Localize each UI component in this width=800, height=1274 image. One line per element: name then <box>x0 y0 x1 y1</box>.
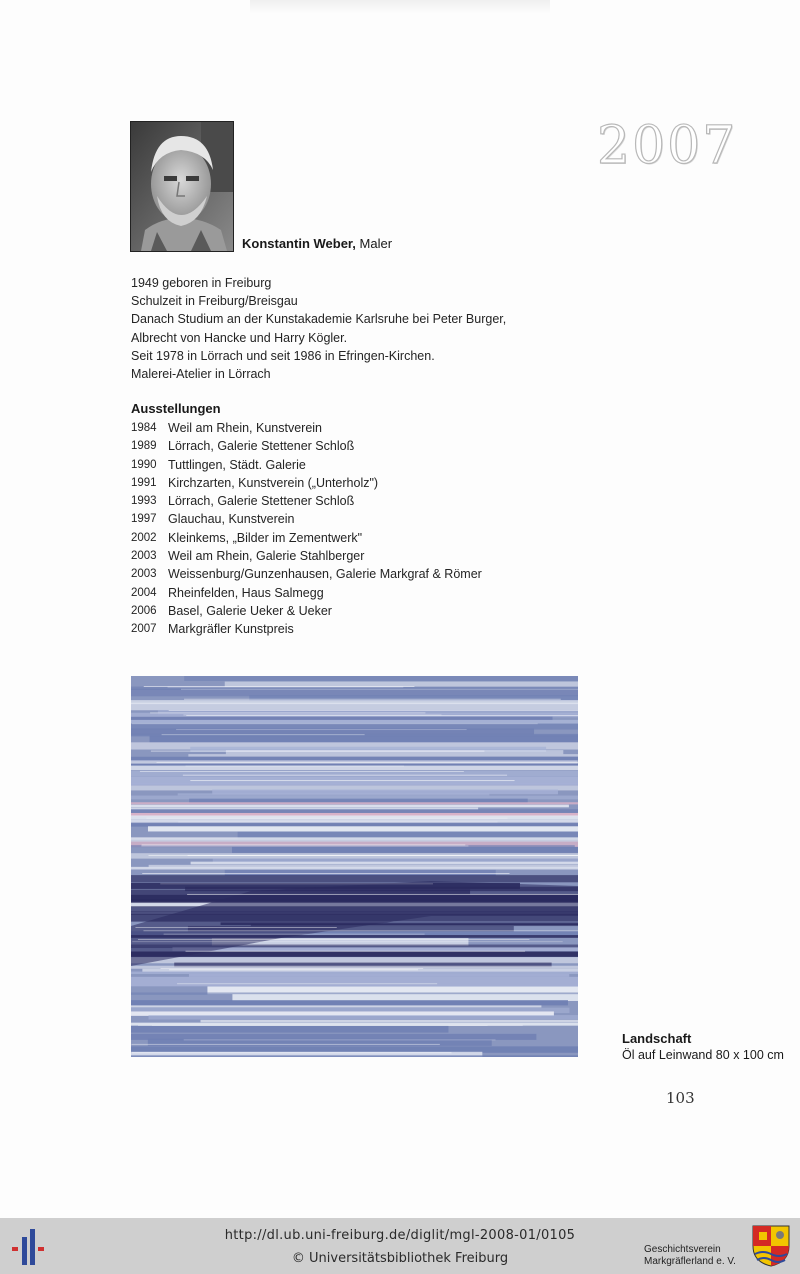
exhibition-item <box>131 510 482 528</box>
painting-stroke <box>177 983 437 984</box>
exhibition-year: 2004 <box>131 586 157 599</box>
painting-stroke <box>131 703 578 711</box>
painting-stroke <box>131 720 578 724</box>
painting-stroke <box>164 934 425 935</box>
painting-stroke <box>151 751 484 752</box>
artwork-title: Landschaft <box>622 1031 692 1046</box>
exhibition-text: Rheinfelden, Haus Salmegg <box>168 585 324 600</box>
artist-name: Konstantin Weber, <box>242 236 356 251</box>
painting-stroke <box>225 870 496 876</box>
source-url[interactable]: http://dl.ub.uni-freiburg.de/diglit/mgl-2008-01/0105 <box>224 1228 576 1243</box>
exhibition-item <box>131 584 482 602</box>
painting-stroke <box>146 818 507 819</box>
painting-stroke <box>169 710 578 711</box>
exhibition-text: Tuttlingen, Städt. Galerie <box>168 457 306 472</box>
exhibition-text: Lörrach, Galerie Stettener Schloß <box>168 494 355 509</box>
exhibition-year: 2007 <box>131 623 157 636</box>
painting-stroke <box>232 994 578 1001</box>
painting-stroke <box>131 689 578 697</box>
painting-stroke <box>184 699 561 700</box>
exhibition-item <box>131 492 482 510</box>
painting-stroke <box>191 862 578 865</box>
exhibition-item <box>131 547 482 565</box>
exhibition-year: 2003 <box>131 568 157 581</box>
painting-stroke <box>178 822 497 823</box>
painting-stroke <box>150 713 425 714</box>
painting-stroke <box>131 1026 448 1033</box>
painting-stroke <box>200 1020 578 1022</box>
painting-stroke <box>131 867 578 870</box>
painting-stroke <box>131 823 578 827</box>
bio-line: 1949 geboren in Freiburg <box>131 276 272 290</box>
artist-profession: Maler <box>359 236 393 251</box>
painting-stroke <box>131 837 578 839</box>
painting-stroke <box>132 1052 452 1053</box>
artist-biography <box>131 274 506 383</box>
painting-stroke <box>176 729 467 730</box>
painting-stroke <box>131 1000 568 1005</box>
exhibition-text: Glauchau, Kunstverein <box>168 512 295 527</box>
painting-stroke <box>135 927 336 928</box>
bio-line: Malerei-Atelier in Lörrach <box>131 367 271 382</box>
painting-stroke <box>169 969 418 970</box>
painting-stroke <box>160 883 433 884</box>
painting-stroke <box>189 974 569 977</box>
bio-line: Schulzeit in Freiburg/Breisgau <box>131 294 298 309</box>
painting-stroke <box>149 855 578 856</box>
painting-stroke <box>131 802 578 804</box>
painting-stroke <box>131 764 578 766</box>
exhibition-item <box>131 602 482 620</box>
footer-bar <box>0 1218 800 1274</box>
painting-stroke <box>143 930 578 931</box>
exhibition-text: Basel, Galerie Ueker & Ueker <box>168 603 332 618</box>
exhibition-year: 1989 <box>131 440 157 453</box>
painting-stroke <box>131 1055 578 1057</box>
painting-stroke <box>131 805 569 808</box>
year-watermark: 2007 <box>597 116 738 176</box>
painting-stroke <box>132 941 562 942</box>
painting-stroke <box>131 977 578 980</box>
bio-line: Albrecht von Hancke und Harry Kögler. <box>131 330 348 345</box>
painting-stroke <box>157 762 578 763</box>
exhibition-year: 2003 <box>131 550 157 563</box>
painting-stroke <box>138 939 529 940</box>
painting-stroke <box>150 736 578 743</box>
artist-name-line <box>242 236 392 251</box>
artwork-caption <box>622 1030 784 1064</box>
painting-stroke <box>249 695 578 700</box>
painting-stroke <box>131 783 578 785</box>
painting-stroke <box>148 1015 578 1019</box>
page-number: 103 <box>666 1089 695 1107</box>
painting-stroke <box>140 771 464 772</box>
exhibition-text: Markgräfler Kunstpreis <box>168 622 294 637</box>
painting-stroke <box>161 968 424 969</box>
exhibition-text: Weil am Rhein, Galerie Stahlberger <box>168 549 365 564</box>
exhibition-item <box>131 419 482 437</box>
society-line: Geschichtsverein <box>644 1244 721 1255</box>
painting-stroke <box>168 687 404 688</box>
exhibition-item <box>131 474 482 492</box>
painting-stroke <box>131 1044 439 1045</box>
painting-stroke <box>152 1025 488 1026</box>
painting-stroke <box>172 947 578 951</box>
painting-stroke <box>184 1039 496 1040</box>
painting-stroke <box>142 873 509 874</box>
painting-stroke <box>141 846 468 847</box>
exhibition-item <box>131 456 482 474</box>
exhibition-year: 1984 <box>131 422 157 434</box>
painting-stroke <box>187 894 578 895</box>
exhibition-year: 2006 <box>131 604 157 617</box>
copyright-notice: © Universitätsbibliothek Freiburg <box>291 1251 509 1266</box>
painting-stroke <box>184 676 578 681</box>
painting-stroke <box>186 715 578 716</box>
exhibition-text: Kleinkems, „Bilder im Zementwerk" <box>168 530 363 545</box>
painting-image <box>131 676 578 1057</box>
painting-stroke <box>142 844 466 845</box>
painting-stroke <box>131 980 578 987</box>
painting-stroke <box>190 780 514 781</box>
bio-line: Seit 1978 in Lörrach und seit 1986 in Efringen-Kirchen. <box>131 348 435 363</box>
painting-stroke <box>183 775 507 776</box>
scan-shadow <box>250 0 550 14</box>
exhibition-year: 2002 <box>131 531 157 544</box>
society-name <box>644 1244 736 1268</box>
painting-stroke <box>186 951 526 952</box>
exhibition-year: 1997 <box>131 513 157 526</box>
painting-stroke <box>232 847 578 853</box>
painting-stroke <box>131 957 578 963</box>
exhibition-item <box>131 529 482 547</box>
painting-stroke <box>131 1005 541 1007</box>
painting-stroke <box>131 972 578 974</box>
artist-portrait-photo <box>130 121 234 252</box>
painting-stroke <box>131 815 578 819</box>
exhibition-item <box>131 565 482 583</box>
exhibition-year: 1993 <box>131 495 157 508</box>
painting-stroke <box>142 969 578 972</box>
exhibition-text: Kirchzarten, Kunstverein („Unterholz") <box>168 475 379 490</box>
exhibitions-heading: Ausstellungen <box>131 401 221 416</box>
painting-stroke <box>131 875 578 882</box>
bio-line: Danach Studium an der Kunstakademie Karlsruhe bei Peter Burger, <box>131 312 507 327</box>
painting-stroke <box>178 793 490 795</box>
painting-stroke <box>188 754 578 757</box>
exhibitions-list <box>131 419 482 639</box>
painting-stroke <box>185 766 404 767</box>
exhibition-year: 1990 <box>131 458 157 471</box>
exhibition-item <box>131 620 482 638</box>
exhibition-item <box>131 437 482 455</box>
society-line: Markgräflerland e. V. <box>644 1256 736 1267</box>
painting-stroke <box>131 839 578 841</box>
painting-stroke <box>162 734 365 735</box>
exhibition-text: Lörrach, Galerie Stettener Schloß <box>168 439 355 454</box>
painting-stroke <box>132 723 538 724</box>
painting-stroke <box>148 826 578 831</box>
exhibition-text: Weissenburg/Gunzenhausen, Galerie Markgraf & Römer <box>168 567 482 582</box>
painting-stroke <box>131 1046 578 1052</box>
exhibition-year: 1991 <box>131 476 157 489</box>
markgraeflerland-crest-icon <box>751 1224 791 1268</box>
artwork-details: Öl auf Leinwand 80 x 100 cm <box>622 1048 784 1062</box>
painting-stroke <box>181 689 578 690</box>
exhibition-text: Weil am Rhein, Kunstverein <box>168 421 323 435</box>
